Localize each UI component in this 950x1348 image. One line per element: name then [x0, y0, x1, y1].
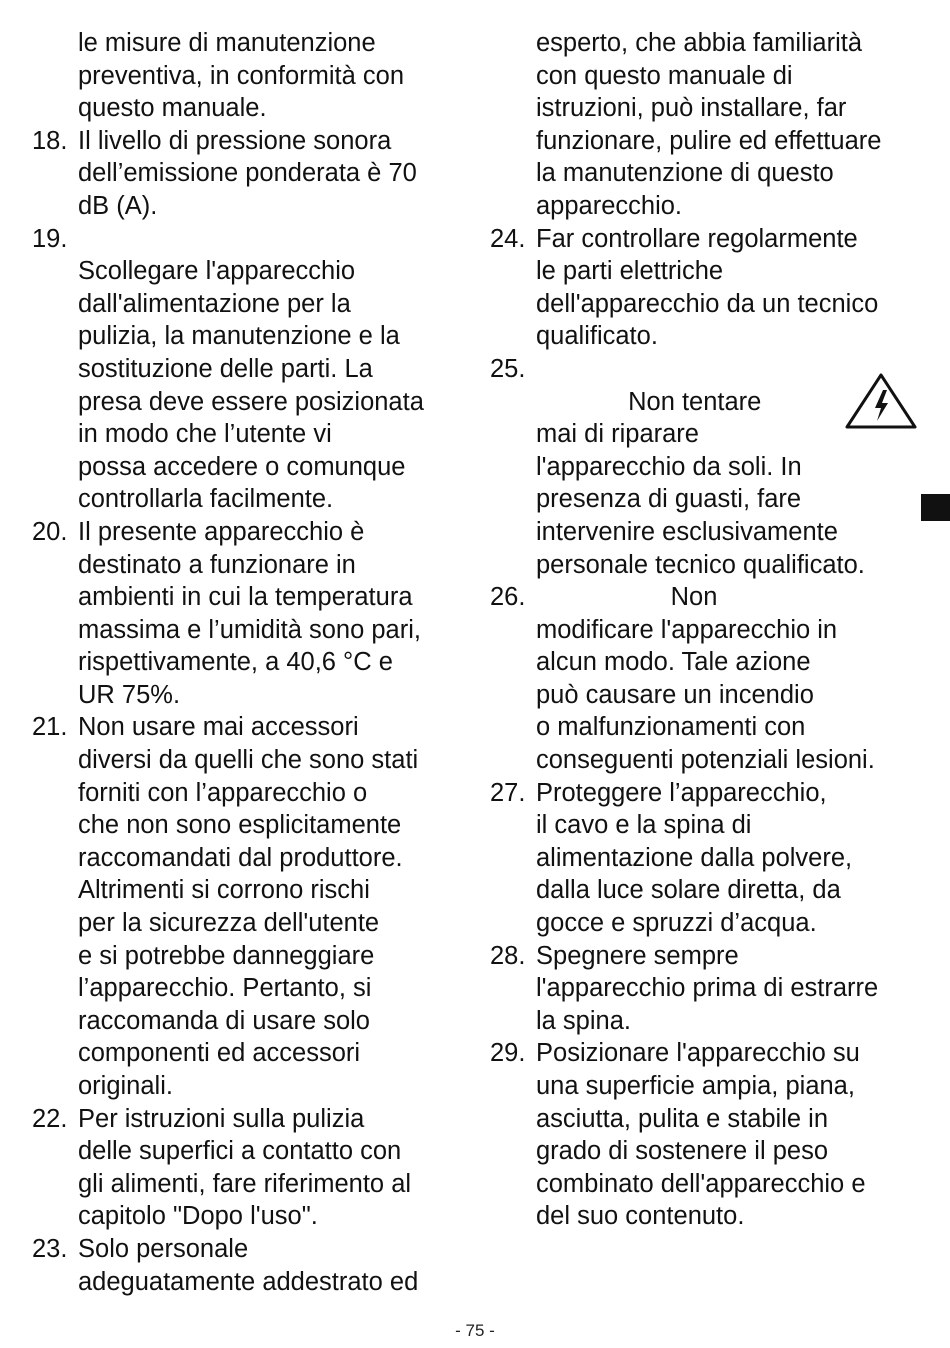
text-line	[32, 190, 472, 223]
item-text: o malfunzionamenti con	[536, 713, 806, 742]
item-text: apparecchio.	[536, 191, 683, 220]
item-text: Solo personale	[78, 1234, 249, 1263]
item-text: per la sicurezza dell'utente	[78, 909, 380, 938]
item-text: Non	[536, 583, 718, 612]
text-line	[490, 1005, 930, 1038]
item-text: diversi da quelli che sono stati	[78, 746, 419, 775]
item-text: alcun modo. Tale azione	[536, 648, 811, 677]
item-text: può causare un incendio	[536, 680, 814, 709]
text-line	[32, 483, 472, 516]
text-line	[32, 842, 472, 875]
left-column	[32, 27, 472, 1298]
item-text: personale tecnico qualificato.	[536, 550, 865, 579]
text-line	[490, 27, 930, 60]
item-text: conseguenti potenziali lesioni.	[536, 746, 875, 775]
text-line	[32, 125, 472, 158]
item-text: mai di riparare	[536, 420, 699, 449]
item-number: 23.	[32, 1234, 68, 1263]
item-text: raccomanda di usare solo	[78, 1006, 370, 1035]
item-text: UR 75%.	[78, 680, 181, 709]
text-line	[32, 874, 472, 907]
text-line	[490, 92, 930, 125]
text-line	[32, 907, 472, 940]
item-text: presenza di guasti, fare	[536, 485, 802, 514]
text-line	[490, 581, 930, 614]
text-line	[490, 1037, 930, 1070]
text-line	[490, 516, 930, 549]
text-line	[32, 1037, 472, 1070]
item-text: gocce e spruzzi d’acqua.	[536, 909, 817, 938]
text-line	[32, 386, 472, 419]
item-text: il cavo e la spina di	[536, 811, 752, 840]
item-text: l'apparecchio da soli. In	[536, 452, 802, 481]
item-text: Scollegare l'apparecchio	[78, 257, 356, 286]
item-text: massima e l’umidità sono pari,	[78, 615, 421, 644]
item-text: dalla luce solare diretta, da	[536, 876, 841, 905]
text-line	[32, 809, 472, 842]
text-line	[490, 907, 930, 940]
text-line	[32, 451, 472, 484]
text-line	[32, 60, 472, 93]
item-text: presa deve essere posizionata	[78, 387, 424, 416]
right-column	[490, 27, 930, 1233]
item-text: Per istruzioni sulla pulizia	[78, 1104, 365, 1133]
text-line	[32, 157, 472, 190]
text-line	[490, 842, 930, 875]
item-text: in modo che l’utente vi	[78, 420, 332, 449]
item-text: modificare l'apparecchio in	[536, 615, 838, 644]
text-line	[32, 744, 472, 777]
text-line	[32, 972, 472, 1005]
item-text: controllarla facilmente.	[78, 485, 334, 514]
item-number: 29.	[490, 1039, 526, 1068]
text-line	[32, 1103, 472, 1136]
text-line	[490, 646, 930, 679]
text-line	[32, 353, 472, 386]
item-text: capitolo "Dopo l'uso".	[78, 1202, 318, 1231]
text-line	[490, 614, 930, 647]
text-line	[32, 516, 472, 549]
text-line	[490, 940, 930, 973]
item-number: 21.	[32, 713, 68, 742]
item-text: esperto, che abbia familiarità	[536, 29, 863, 57]
item-text: forniti con l’apparecchio o	[78, 778, 368, 807]
section-tab-marker	[921, 494, 950, 521]
item-text: destinato a funzionare in	[78, 550, 356, 579]
text-line	[490, 1168, 930, 1201]
text-line	[32, 320, 472, 353]
text-line	[490, 255, 930, 288]
item-number: 27.	[490, 778, 526, 807]
item-number: 20.	[32, 517, 68, 546]
item-text: raccomandati dal produttore.	[78, 843, 403, 872]
item-text: rispettivamente, a 40,6 °C e	[78, 648, 393, 677]
item-number: 28.	[490, 941, 526, 970]
text-line	[490, 549, 930, 582]
item-text: dell'apparecchio da un tecnico	[536, 289, 879, 318]
item-text: che non sono esplicitamente	[78, 811, 402, 840]
item-text: pulizia, la manutenzione e la	[78, 322, 400, 351]
item-text: gli alimenti, fare riferimento al	[78, 1169, 412, 1198]
text-line	[490, 874, 930, 907]
text-line	[32, 1266, 472, 1299]
item-text: delle superfici a contatto con	[78, 1137, 402, 1166]
item-text: istruzioni, può installare, far	[536, 94, 847, 123]
text-line	[490, 223, 930, 256]
text-line	[32, 581, 472, 614]
item-number: 26.	[490, 583, 526, 612]
item-text: e si potrebbe danneggiare	[78, 941, 375, 970]
text-line	[490, 451, 930, 484]
item-text: l’apparecchio. Pertanto, si	[78, 974, 372, 1003]
text-line	[32, 777, 472, 810]
text-line	[490, 711, 930, 744]
item-text: la spina.	[536, 1006, 631, 1035]
item-text: preventiva, in conformità con	[78, 61, 404, 90]
text-line	[490, 972, 930, 1005]
item-number: 19.	[32, 224, 68, 253]
item-text: funzionare, pulire ed effettuare	[536, 126, 882, 155]
item-text: Proteggere l’apparecchio,	[536, 778, 827, 807]
item-text: originali.	[78, 1072, 173, 1100]
text-line	[490, 157, 930, 190]
text-line	[490, 1070, 930, 1103]
text-line	[32, 646, 472, 679]
item-number: 22.	[32, 1104, 68, 1133]
text-line	[32, 27, 472, 60]
text-line	[490, 1200, 930, 1233]
item-text: dell’emissione ponderata è 70	[78, 159, 417, 188]
text-line	[32, 288, 472, 321]
text-line	[32, 940, 472, 973]
item-text: le parti elettriche	[536, 257, 724, 286]
text-line	[490, 1135, 930, 1168]
text-line	[32, 679, 472, 712]
item-text: sostituzione delle parti. La	[78, 354, 373, 383]
text-line	[490, 483, 930, 516]
item-text: qualificato.	[536, 322, 658, 351]
item-text: dall'alimentazione per la	[78, 289, 351, 318]
item-text: componenti ed accessori	[78, 1039, 361, 1068]
text-line	[490, 777, 930, 810]
text-line	[32, 418, 472, 451]
item-text: le misure di manutenzione	[78, 29, 376, 57]
item-text: asciutta, pulita e stabile in	[536, 1104, 829, 1133]
item-text: del suo contenuto.	[536, 1202, 745, 1231]
item-text: Altrimenti si corrono rischi	[78, 876, 370, 905]
item-text: Il livello di pressione sonora	[78, 126, 392, 155]
text-line	[490, 809, 930, 842]
item-text: dB (A).	[78, 191, 158, 220]
item-text: combinato dell'apparecchio e	[536, 1169, 866, 1198]
text-line	[490, 125, 930, 158]
text-line	[32, 92, 472, 125]
text-line	[490, 1103, 930, 1136]
text-line	[32, 1005, 472, 1038]
item-text: questo manuale.	[78, 94, 267, 123]
item-text: ambienti in cui la temperatura	[78, 583, 413, 612]
item-text: Spegnere sempre	[536, 941, 739, 970]
page-number: - 75 -	[455, 1321, 495, 1340]
item-text: possa accedere o comunque	[78, 452, 406, 481]
electric-hazard-warning-icon	[844, 372, 918, 430]
item-text: una superficie ampia, piana,	[536, 1072, 855, 1100]
item-text: Posizionare l'apparecchio su	[536, 1039, 860, 1068]
item-number: 24.	[490, 224, 526, 253]
text-line	[32, 223, 472, 256]
item-text: con questo manuale di	[536, 61, 793, 90]
item-number: 25.	[490, 354, 526, 383]
text-line	[32, 1200, 472, 1233]
text-line	[32, 255, 472, 288]
item-text: Far controllare regolarmente	[536, 224, 858, 253]
item-number: 18.	[32, 126, 68, 155]
text-line	[32, 614, 472, 647]
item-text: adeguatamente addestrato ed	[78, 1267, 419, 1296]
text-line	[32, 711, 472, 744]
item-text: alimentazione dalla polvere,	[536, 843, 853, 872]
item-text: intervenire esclusivamente	[536, 517, 838, 546]
item-text: grado di sostenere il peso	[536, 1137, 829, 1166]
text-line	[32, 1168, 472, 1201]
item-text: la manutenzione di questo	[536, 159, 834, 188]
item-text: Il presente apparecchio è	[78, 517, 365, 546]
item-text: Non usare mai accessori	[78, 713, 359, 742]
text-line	[32, 549, 472, 582]
text-line	[32, 1070, 472, 1103]
text-line	[490, 320, 930, 353]
text-line	[490, 190, 930, 223]
text-line	[490, 744, 930, 777]
text-line	[490, 288, 930, 321]
item-text: Non tentare	[536, 387, 762, 416]
text-line	[490, 60, 930, 93]
text-line	[32, 1135, 472, 1168]
item-text: l'apparecchio prima di estrarre	[536, 974, 879, 1003]
text-line	[32, 1233, 472, 1266]
text-line	[490, 679, 930, 712]
